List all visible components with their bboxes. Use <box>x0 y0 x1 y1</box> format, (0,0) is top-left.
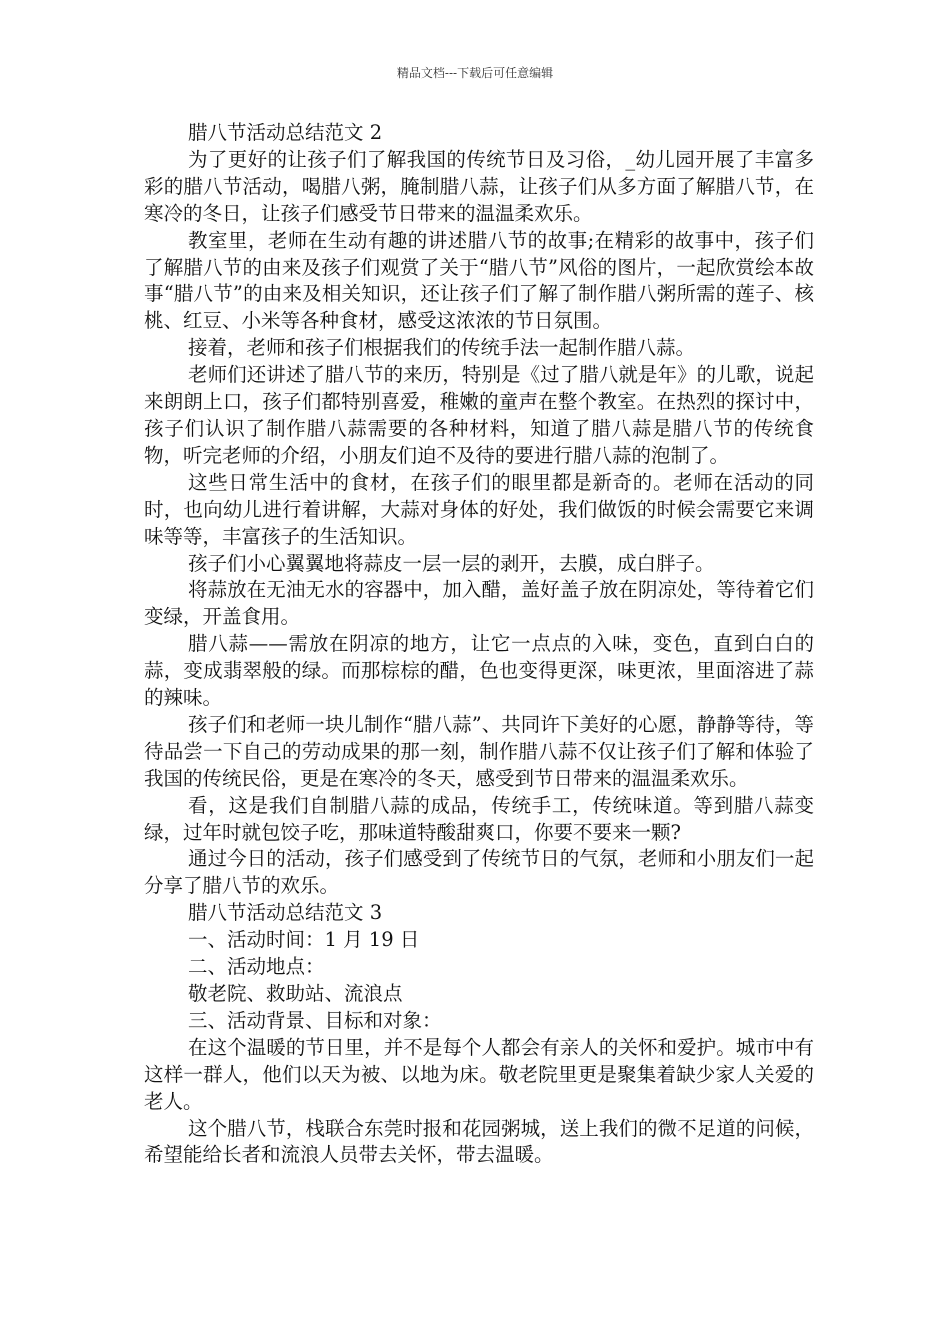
list-item: 二、活动地点： <box>188 955 325 979</box>
paragraph: 通过今日的活动，孩子们感受到了传统节日的气氛，老师和小朋友们一起分享了腊八节的欢乐。 <box>144 847 814 898</box>
paragraph: 腊八蒜——需放在阴凉的地方，让它一点点的入味，变色，直到白白的蒜，变成翡翠般的绿。而那棕棕的醋，色也变得更深，味更浓，里面溶进了蒜的辣味。 <box>144 632 814 710</box>
paragraph: 孩子们小心翼翼地将蒜皮一层一层的剥开，去膜，成白胖子。 <box>188 551 715 575</box>
paragraph: 接着，老师和孩子们根据我们的传统手法一起制作腊八蒜。 <box>188 336 696 360</box>
paragraph: 老师们还讲述了腊八节的来历，特别是《过了腊八就是年》的儿歌，说起来朗朗上口，孩子们都特别喜爱，稚嫩的童声在整个教室。在热烈的探讨中，孩子们认识了制作腊八蒜需要的各种材料，知道了腊八蒜是腊八节的传统食物，听完老师的介绍，小朋友们迫不及待的要进行腊八蒜的泡制了。 <box>144 363 814 467</box>
section-title: 腊八节活动总结范文 3 <box>188 901 383 925</box>
list-item: 一、活动时间：1 月 19 日 <box>188 928 420 952</box>
paragraph: 教室里，老师在生动有趣的讲述腊八节的故事;在精彩的故事中，孩子们了解腊八节的由来及孩子们观赏了关于“腊八节”风俗的图片，一起欣赏绘本故事“腊八节”的由来及相关知识，还让孩子们了解了制作腊八粥所需的莲子、核桃、红豆、小米等各种食材，感受这浓浓的节日氛围。 <box>144 228 814 333</box>
paragraph: 在这个温暖的节日里，并不是每个人都会有亲人的关怀和爱护。城市中有这样一群人，他们以天为被、以地为床。敬老院里更是聚集着缺少家人关爱的老人。 <box>144 1035 814 1113</box>
paragraph: 为了更好的让孩子们了解我国的传统节日及习俗，_幼儿园开展了丰富多彩的腊八节活动，喝腊八粥，腌制腊八蒜，让孩子们从多方面了解腊八节，在寒冷的冬日，让孩子们感受节日带来的温温柔欢乐。 <box>144 147 814 225</box>
paragraph: 看，这是我们自制腊八蒜的成品，传统手工，传统味道。等到腊八蒜变绿，过年时就包饺子吃，那味道特酸甜爽口，你要不要来一颗? <box>144 793 814 844</box>
paragraph: 将蒜放在无油无水的容器中，加入醋，盖好盖子放在阴凉处，等待着它们变绿，开盖食用。 <box>144 578 814 629</box>
document-body <box>144 120 814 1169</box>
paragraph: 这个腊八节，栈联合东莞时报和花园粥城，送上我们的微不足道的问候，希望能给长者和流浪人员带去关怀，带去温暖。 <box>144 1116 814 1167</box>
section-title: 腊八节活动总结范文 2 <box>188 121 383 144</box>
paragraph: 敬老院、救助站、流浪点 <box>188 982 403 1005</box>
page-header: 精品文档---下载后可任意编辑 <box>396 66 554 80</box>
paragraph: 这些日常生活中的食材，在孩子们的眼里都是新奇的。老师在活动的同时，也向幼儿进行着讲解，大蒜对身体的好处，我们做饭的时候会需要它来调味等等，丰富孩子的生活知识。 <box>144 470 814 548</box>
paragraph: 孩子们和老师一块儿制作“腊八蒜”、共同许下美好的心愿，静静等待，等待品尝一下自己的劳动成果的那一刻，制作腊八蒜不仅让孩子们了解和体验了我国的传统民俗，更是在寒冷的冬天，感受到节日带来的温温柔欢乐。 <box>144 712 814 790</box>
list-item: 三、活动背景、目标和对象： <box>188 1008 442 1032</box>
